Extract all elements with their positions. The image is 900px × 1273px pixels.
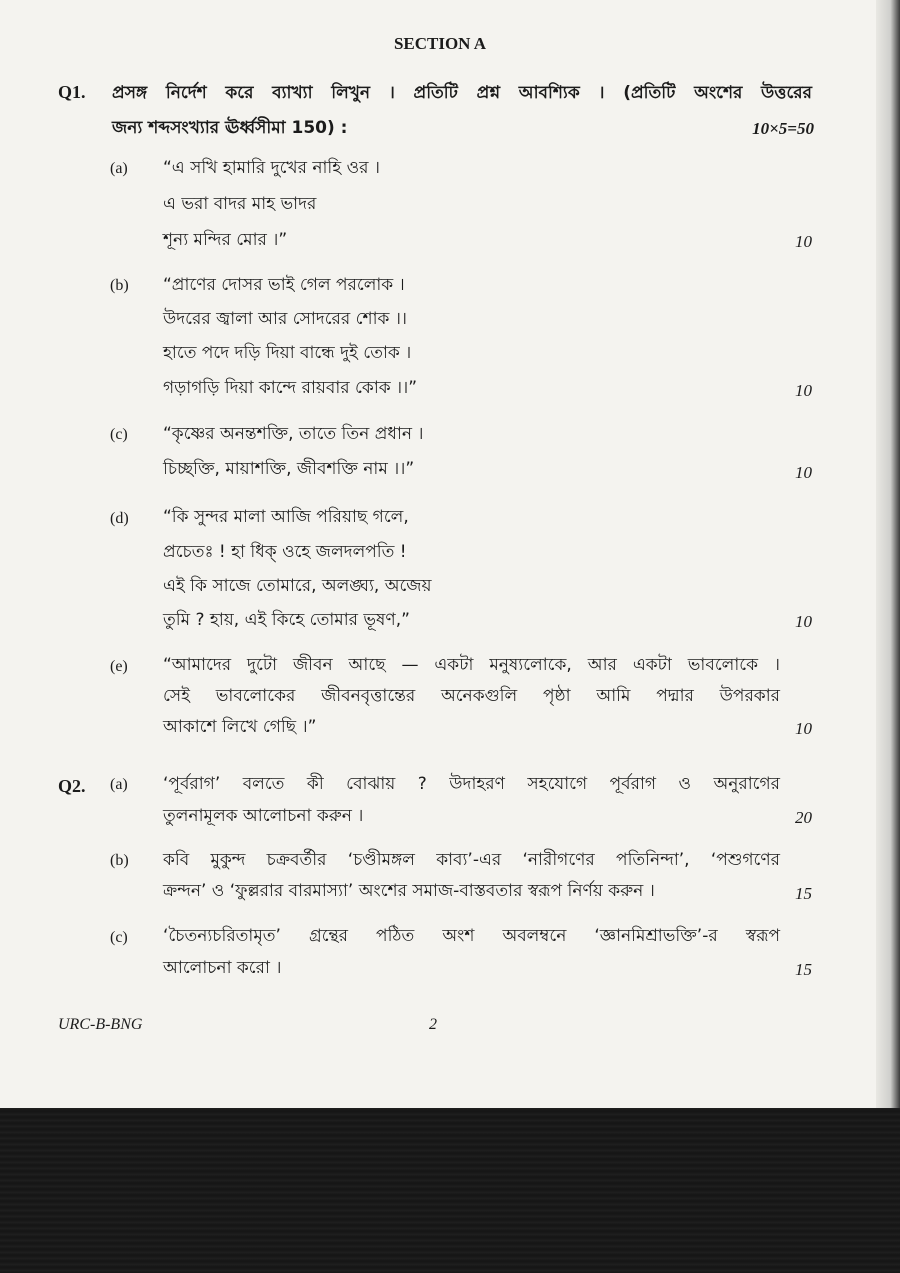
q2-part-c-line: ‘চৈতন্যচরিতামৃত’ গ্রন্থের পঠিত অংশ অবলম্বনে ‘জ্ঞানমিশ্রাভক্তি’-র স্বরূপ (163, 926, 780, 946)
q1-part-c-label: (c) (110, 426, 128, 443)
q1-part-b-line: “প্রাণের দোসর ভাই গেল পরলোক । (163, 275, 405, 295)
q2-number: Q2. (58, 776, 86, 796)
page-number: 2 (429, 1016, 437, 1033)
q1-part-b-line: গড়াগড়ি দিয়া কান্দে রায়বার কোক ।।” (163, 378, 418, 398)
q2-part-c-marks: 15 (795, 960, 812, 979)
q2-part-b-marks: 15 (795, 884, 812, 903)
q1-part-e-marks: 10 (795, 719, 812, 738)
q1-part-c-line: চিচ্ছক্তি, মায়াশক্তি, জীবশক্তি নাম ।।” (163, 459, 415, 479)
q1-part-a-line: “এ সখি হামারি দুখের নাহি ওর । (163, 158, 380, 178)
q1-part-b-label: (b) (110, 277, 129, 294)
q2-part-c-label: (c) (110, 929, 128, 946)
q1-part-a-marks: 10 (795, 232, 812, 251)
q1-part-e-line: “আমাদের দুটো জীবন আছে — একটা মনুষ্যলোকে, আর একটা ভাবলোকে । (163, 655, 780, 675)
q1-part-a-line: এ ভরা বাদর মাহ ভাদর (163, 194, 317, 214)
q1-part-d-line: তুমি ? হায়, এই কিহে তোমার ভূষণ,” (163, 610, 410, 630)
q2-part-a-line: তুলনামূলক আলোচনা করুন । (163, 806, 364, 826)
q1-part-e-line: সেই ভাবলোকের জীবনবৃত্তান্তের অনেকগুলি পৃষ্ঠা আমি পদ্মার উপরকার (163, 686, 780, 706)
q1-part-c-marks: 10 (795, 463, 812, 482)
scan-background (0, 1108, 900, 1273)
q1-number: Q1. (58, 82, 86, 102)
q2-part-b-line: ক্রন্দন’ ও ‘ফুল্লরার বারমাস্যা’ অংশের সমাজ-বাস্তবতার স্বরূপ নির্ণয় করুন । (163, 881, 655, 901)
q1-instruction-line2: জন্য শব্দসংখ্যার ঊর্ধ্বসীমা 150) : (112, 118, 348, 138)
q2-part-a-line: ‘পূর্বরাগ’ বলতে কী বোঝায় ? উদাহরণ সহযোগে পূর্বরাগ ও অনুরাগের (163, 774, 780, 794)
q2-part-b-label: (b) (110, 852, 129, 869)
q1-instruction-line1: প্রসঙ্গ নির্দেশ করে ব্যাখ্যা লিখুন । প্রতিটি প্রশ্ন আবশ্যিক । (প্রতিটি অংশের উত্তরের (112, 83, 812, 103)
q1-part-e-label: (e) (110, 658, 128, 675)
q1-part-d-line: “কি সুন্দর মালা আজি পরিয়াছ গলে, (163, 507, 409, 527)
page-edge-shadow (876, 0, 900, 1108)
q2-part-c-line: আলোচনা করো । (163, 958, 282, 978)
paper-code: URC-B-BNG (58, 1016, 143, 1033)
q1-part-d-label: (d) (110, 510, 129, 527)
q1-total-marks: 10×5=50 (752, 119, 814, 138)
q2-part-a-label: (a) (110, 776, 128, 793)
q1-part-d-marks: 10 (795, 612, 812, 631)
q1-part-b-marks: 10 (795, 381, 812, 400)
q1-part-e-line: আকাশে লিখে গেছি ।” (163, 717, 317, 737)
q1-part-c-line: “কৃষ্ণের অনন্তশক্তি, তাতে তিন প্রধান । (163, 424, 424, 444)
q1-part-b-line: উদরের জ্বালা আর সোদরের শোক ।। (163, 309, 407, 329)
q2-part-a-marks: 20 (795, 808, 812, 827)
q1-part-d-line: প্রচেতঃ ! হা ধিক্ ওহে জলদলপতি ! (163, 542, 407, 562)
section-title: SECTION A (393, 34, 487, 53)
q1-part-a-label: (a) (110, 160, 128, 177)
q1-part-a-line: শূন্য মন্দির মোর ।” (163, 230, 288, 250)
q1-part-d-line: এই কি সাজে তোমারে, অলঙ্ঘ্য, অজেয় (163, 576, 432, 596)
q1-part-b-line: হাতে পদে দড়ি দিয়া বান্ধে দুই তোক । (163, 343, 412, 363)
q2-part-b-line: কবি মুকুন্দ চক্রবর্তীর ‘চণ্ডীমঙ্গল কাব্য’-এর ‘নারীগণের পতিনিন্দা’, ‘পশুগণের (163, 850, 780, 870)
